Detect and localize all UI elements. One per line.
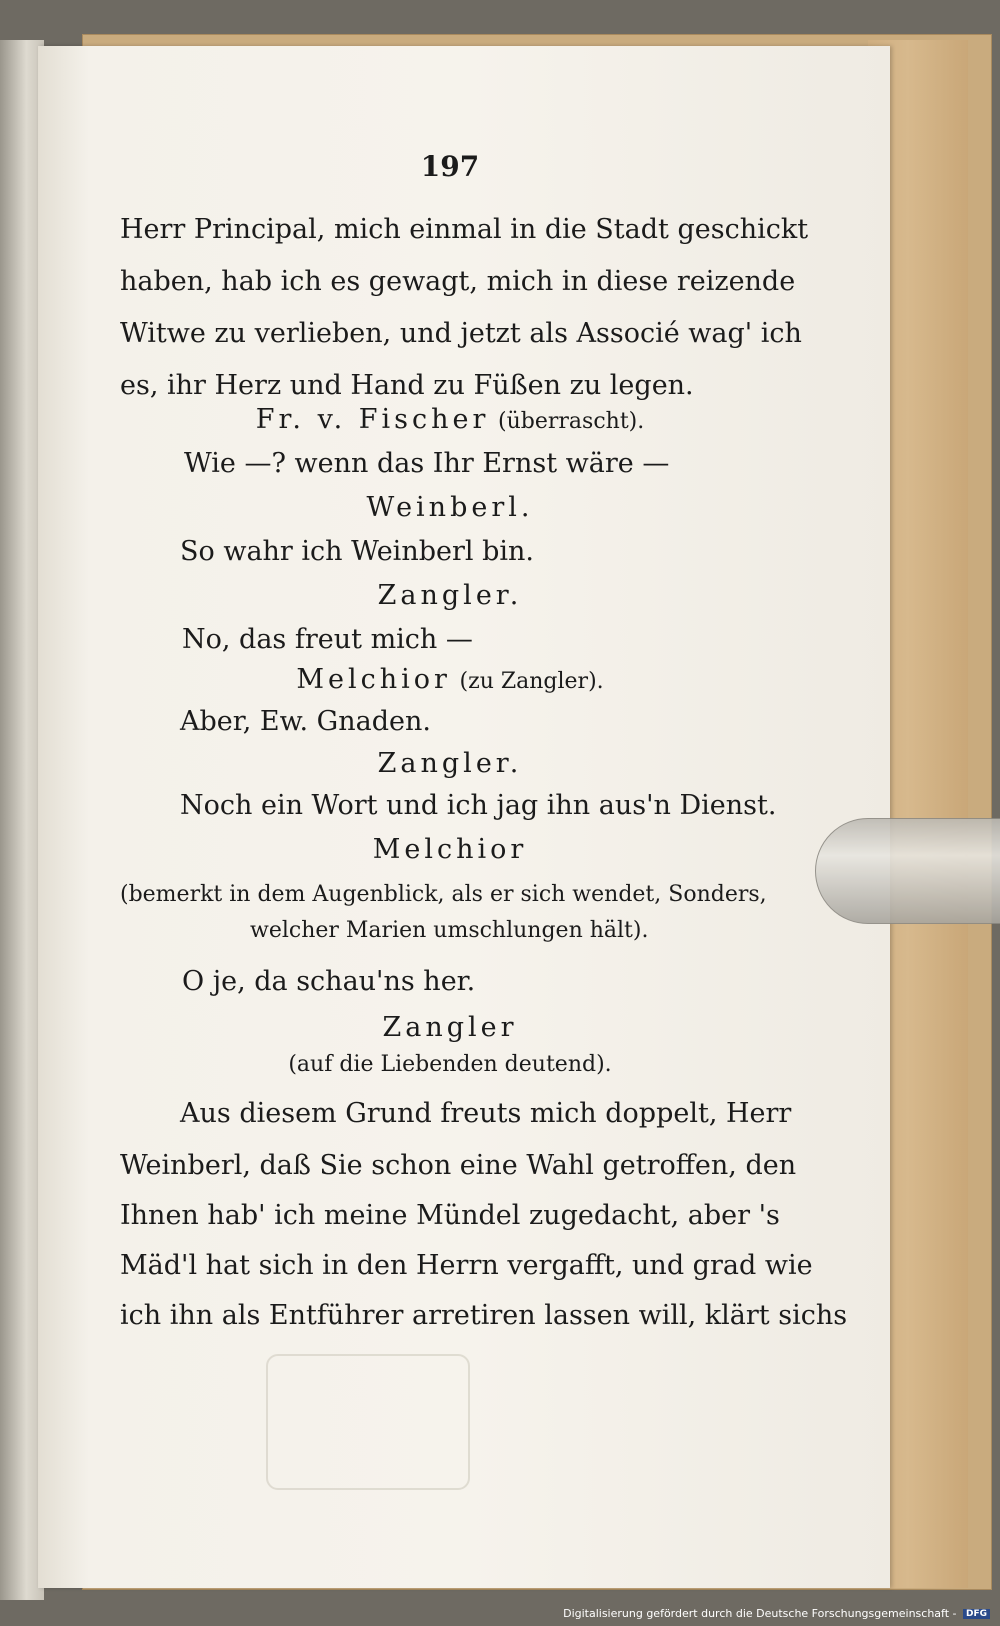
speech-line: Wie —? wenn das Ihr Ernst wäre — [184, 448, 670, 479]
stage-direction: welcher Marien umschlungen hält). [250, 918, 649, 943]
speech-line: Mäd'l hat sich in den Herrn vergafft, und grad wie [120, 1250, 813, 1281]
text-line: Witwe zu verlieben, und jetzt als Associé wag' ich [120, 318, 802, 349]
footer-text: Digitalisierung gefördert durch die Deutsche Forschungsgemeinschaft - [563, 1607, 957, 1620]
speaker-line [120, 404, 780, 435]
speech-line: No, das freut mich — [182, 624, 473, 655]
speaker-name: Melchior [296, 664, 451, 695]
text-line: haben, hab ich es gewagt, mich in diese reizende [120, 266, 796, 297]
speech-line: O je, da schau'ns her. [182, 966, 476, 997]
text-line: Herr Principal, mich einmal in die Stadt geschickt [120, 214, 809, 245]
speech-line: Aus diesem Grund freuts mich doppelt, Herr [180, 1098, 792, 1129]
page-clip [815, 818, 1000, 924]
speech-line: So wahr ich Weinberl bin. [180, 536, 534, 567]
dfg-logo: DFG [963, 1609, 990, 1619]
text-line: es, ihr Herz und Hand zu Füßen zu legen. [120, 370, 694, 401]
speaker-name: Zangler. [377, 748, 523, 779]
speaker-name: Fr. v. Fischer [255, 404, 490, 435]
speech-line: Weinberl, daß Sie schon eine Wahl getroffen, den [120, 1150, 797, 1181]
page-number: 197 [420, 150, 480, 183]
speech-line: Noch ein Wort und ich jag ihn aus'n Dienst. [180, 790, 777, 821]
stage-direction: (auf die Liebenden deutend). [288, 1052, 612, 1077]
stage-direction: (überrascht). [498, 409, 645, 434]
speaker-name: Zangler [382, 1012, 518, 1043]
speaker-name: Zangler. [377, 580, 523, 611]
speaker-name: Weinberl. [366, 492, 534, 523]
speaker-name: Melchior [372, 834, 528, 865]
speech-line: Aber, Ew. Gnaden. [180, 706, 431, 737]
speaker-line [120, 664, 780, 695]
speech-line: ich ihn als Entführer arretiren lassen will, klärt sichs [120, 1300, 848, 1331]
library-stamp-bleedthrough [266, 1354, 470, 1490]
speech-line: Ihnen hab' ich meine Mündel zugedacht, aber 's [120, 1200, 780, 1231]
digitization-footer [0, 1607, 990, 1620]
stage-direction: (bemerkt in dem Augenblick, als er sich wendet, Sonders, [120, 882, 767, 907]
stage-direction: (zu Zangler). [459, 669, 604, 694]
